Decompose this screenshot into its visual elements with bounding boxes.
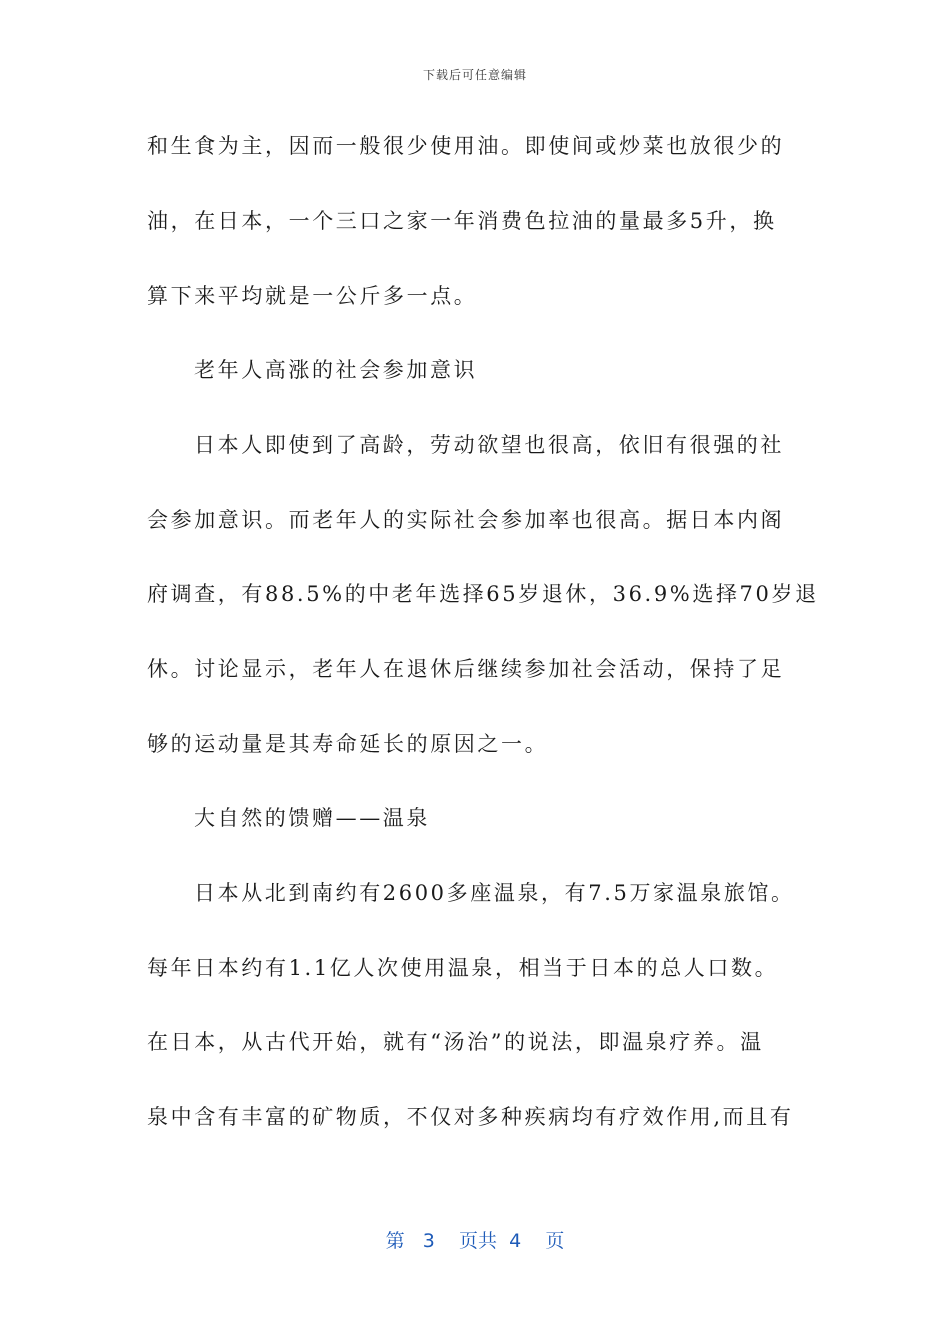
text-line: 每年日本约有1.1亿人次使用温泉，相当于日本的总人口数。 — [147, 956, 779, 980]
text-line: 日本人即使到了高龄，劳动欲望也很高，依旧有很强的社 — [194, 433, 784, 457]
text-line: 在日本，从古代开始，就有“汤治”的说法，即温泉疗养。温 — [147, 1030, 764, 1054]
total-pages-number: 4 — [509, 1230, 522, 1252]
text-line: 泉中含有丰富的矿物质，不仅对多种疾病均有疗效作用,而且有 — [147, 1105, 794, 1129]
text-line: 会参加意识。而老年人的实际社会参加率也很高。据日本内阁 — [147, 508, 785, 532]
text-line: 府调查，有88.5%的中老年选择65岁退休，36.9%选择70岁退 — [147, 582, 819, 606]
text-line: 算下来平均就是一公斤多一点。 — [147, 284, 478, 308]
page-prefix: 第 — [385, 1230, 405, 1252]
text-line: 和生食为主，因而一般很少使用油。即使间或炒菜也放很少的 — [147, 134, 785, 158]
current-page-number: 3 — [422, 1230, 435, 1252]
section-heading: 大自然的馈赠——温泉 — [194, 806, 430, 830]
page-suffix: 页 — [545, 1230, 565, 1252]
header-note: 下载后可任意编辑 — [422, 68, 527, 82]
text-line: 够的运动量是其寿命延长的原因之一。 — [147, 732, 549, 756]
section-heading: 老年人高涨的社会参加意识 — [194, 358, 478, 382]
page-number-footer — [0, 1226, 950, 1253]
text-line: 油，在日本，一个三口之家一年消费色拉油的量最多5升，换 — [147, 209, 777, 233]
page-mid-text: 页共 — [459, 1230, 498, 1252]
text-line: 休。讨论显示，老年人在退休后继续参加社会活动，保持了足 — [147, 657, 785, 681]
text-line: 日本从北到南约有2600多座温泉，有7.5万家温泉旅馆。 — [194, 881, 795, 905]
